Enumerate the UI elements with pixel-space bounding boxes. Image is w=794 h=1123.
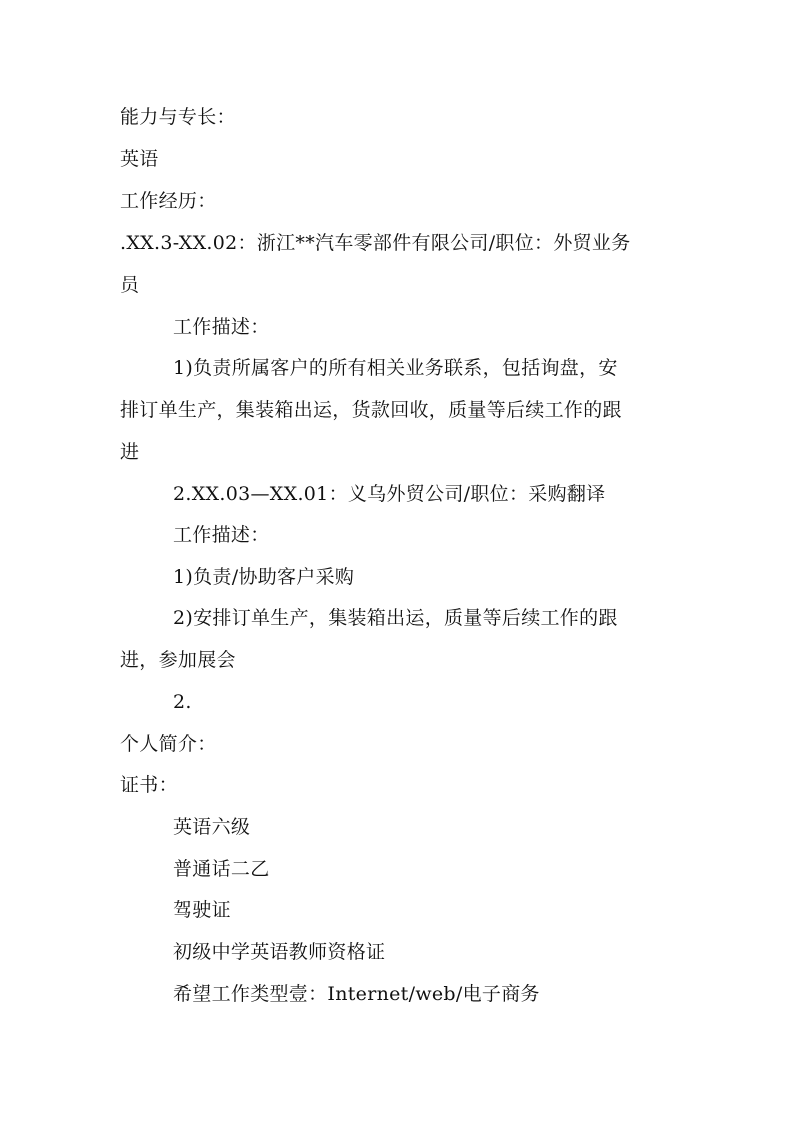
job1-desc1-line1: 1)负责所属客户的所有相关业务联系，包括询盘，安 (173, 357, 618, 379)
cert-heading: 证书： (120, 774, 178, 796)
job2-title: 2.XX.03—XX.01：义乌外贸公司/职位：采购翻译 (173, 483, 606, 505)
skills-heading: 能力与专长： (120, 106, 236, 128)
work-history-heading: 工作经历： (120, 190, 217, 212)
job1-desc1-line3: 进 (120, 441, 140, 463)
list-item-3: 2. (173, 691, 192, 713)
cert-item: 英语六级 (173, 816, 251, 838)
cert-item: 初级中学英语教师资格证 (173, 941, 386, 963)
job2-desc2-line2: 进，参加展会 (120, 649, 236, 671)
job2-desc-heading: 工作描述： (173, 524, 270, 546)
job1-desc-heading: 工作描述： (173, 316, 270, 338)
cert-item: 普通话二乙 (173, 858, 270, 880)
desired-job-type: 希望工作类型壹：Internet/web/电子商务 (173, 983, 540, 1005)
cert-item: 驾驶证 (173, 899, 231, 921)
intro-heading: 个人简介： (120, 733, 217, 755)
skills-value: 英语 (120, 148, 159, 170)
job1-title-line1: .XX.3-XX.02：浙江**汽车零部件有限公司/职位：外贸业务 (120, 232, 631, 254)
job1-title-line2: 员 (120, 274, 140, 296)
job2-desc1: 1)负责/协助客户采购 (173, 566, 355, 588)
job1-desc1-line2: 排订单生产，集装箱出运，货款回收，质量等后续工作的跟 (120, 399, 622, 421)
job2-desc2-line1: 2)安排订单生产，集装箱出运，质量等后续工作的跟 (173, 607, 618, 629)
